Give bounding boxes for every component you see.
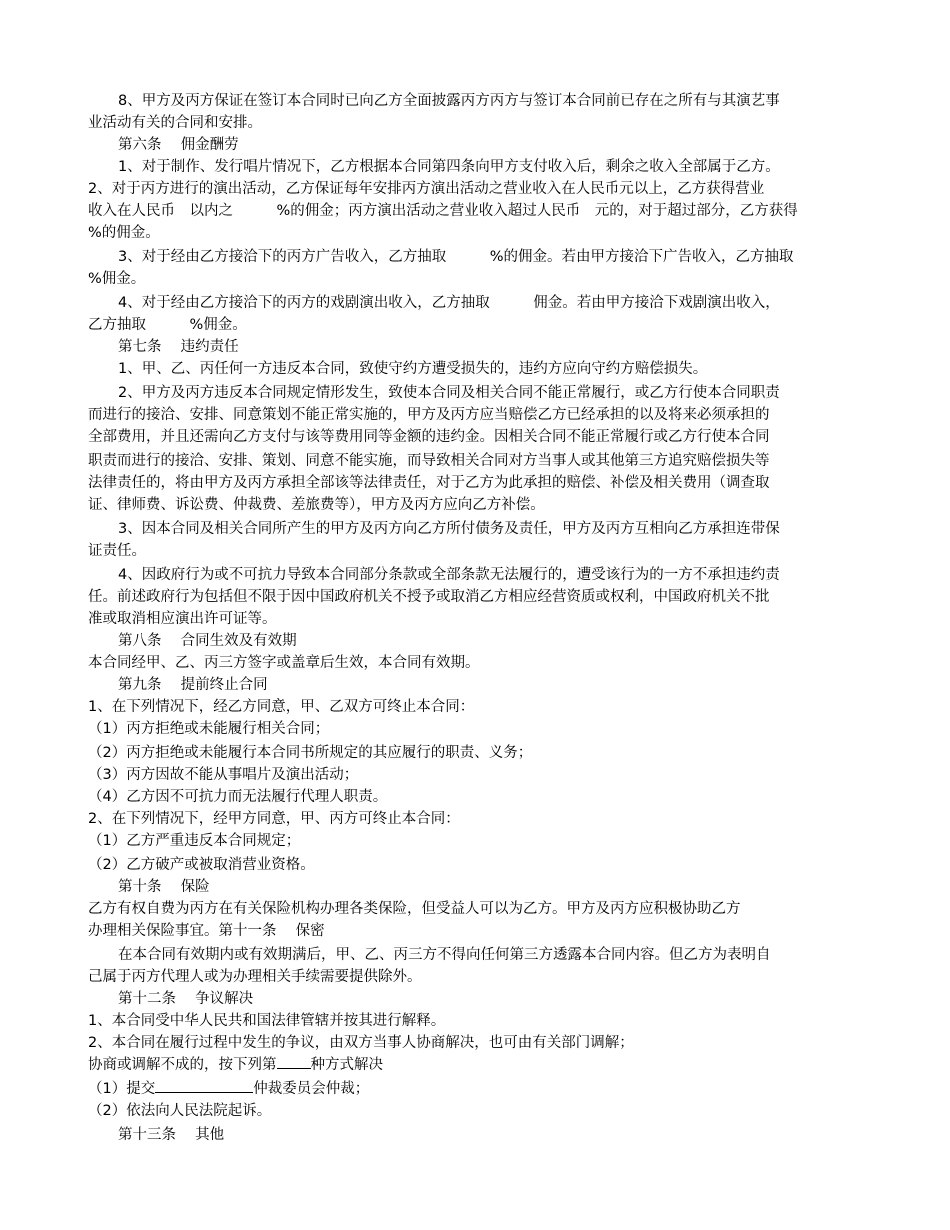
clause-6-2-line-3: %的佣金。 <box>88 225 160 241</box>
clause-10-line-1: 乙方有权自费为丙方在有关保险机构办理各类保险，但受益人可以为乙方。甲方及丙方应积极协助乙方 <box>88 901 741 917</box>
clause-6-8-line-1: 8、甲方及丙方保证在签订本合同时已向乙方全面披露丙方丙方与签订本合同前已存在之所有与其演艺事 <box>118 93 780 109</box>
option-1-suffix: 仲裁委员会仲裁； <box>253 1081 370 1097</box>
clause-9-1-item-2: （2）丙方拒绝或未能履行本合同书所规定的其应履行的职责、义务； <box>88 745 533 761</box>
clause-11-line-2: 己属于丙方代理人或为办理相关手续需要提供除外。 <box>88 969 422 985</box>
clause-6-3-line-1: 3、对于经由乙方接洽下的丙方广告收入，乙方抽取 %的佣金。若由甲方接洽下广告收入，乙方抽取 <box>118 249 794 265</box>
article-13-heading: 第十三条 其他 <box>118 1127 225 1143</box>
clause-8-body: 本合同经甲、乙、丙三方签字或盖章后生效，本合同有效期。 <box>88 655 480 671</box>
clause-9-1-item-1: （1）丙方拒绝或未能履行相关合同； <box>88 721 330 737</box>
clause-9-1-item-4: （4）乙方因不可抗力而无法履行代理人职责。 <box>88 789 388 805</box>
clause-12-option-1 <box>88 1078 863 1100</box>
clause-9-1: 1、在下列情况下，经乙方同意，甲、乙双方可终止本合同： <box>88 699 475 715</box>
arbitration-blank[interactable] <box>155 1078 253 1093</box>
clause-12-1: 1、本合同受中华人民共和国法律管辖并按其进行解释。 <box>88 1013 446 1029</box>
clause-6-8-line-2: 业活动有关的合同和安排。 <box>88 115 262 131</box>
clause-6-1: 1、对于制作、发行唱片情况下，乙方根据本合同第四条向甲方支付收入后，剩余之收入全部属于乙方。 <box>118 159 780 175</box>
article-8-heading: 第八条 合同生效及有效期 <box>118 633 297 649</box>
article-12-heading: 第十二条 争议解决 <box>118 991 254 1007</box>
clause-9-2-item-2: （2）乙方破产或被取消营业资格。 <box>88 857 315 873</box>
clause-7-3-line-1: 3、因本合同及相关合同所产生的甲方及丙方向乙方所付债务及责任，甲方及丙方互相向乙方承担连带保 <box>118 521 780 537</box>
article-10-heading: 第十条 保险 <box>118 879 210 895</box>
clause-12-2: 2、本合同在履行过程中发生的争议，由双方当事人协商解决，也可由有关部门调解； <box>88 1035 634 1051</box>
clause-7-2-line-2: 而进行的接洽、安排、同意策划不能正常实施的，甲方及丙方应当赔偿乙方已经承担的以及将来必须承担的 <box>88 407 770 423</box>
clause-9-2: 2、在下列情况下，经甲方同意，甲、丙方可终止本合同： <box>88 811 460 827</box>
clause-6-2-line-2: 收入在人民币 以内之 %的佣金；丙方演出活动之营业收入超过人民币 元的，对于超过部分，乙方获得 <box>88 203 798 219</box>
method-suffix: 种方式解决 <box>310 1057 383 1073</box>
article-6-heading: 第六条 佣金酬劳 <box>118 137 239 153</box>
clause-7-2-line-1: 2、甲方及丙方违反本合同规定情形发生，致使本合同及相关合同不能正常履行，或乙方行使本合同职责 <box>118 385 780 401</box>
option-1-prefix: （1）提交 <box>88 1081 156 1097</box>
clause-7-2-line-5: 法律责任的，将由甲方及丙方承担全部该等法律责任，对于乙方为此承担的赔偿、补偿及相关费用（调查取 <box>88 475 770 491</box>
clause-6-4-line-2: 乙方抽取 %佣金。 <box>88 317 247 333</box>
article-9-heading: 第九条 提前终止合同 <box>118 677 268 693</box>
method-blank[interactable] <box>277 1054 311 1069</box>
clause-6-2-line-1: 2、对于丙方进行的演出活动，乙方保证每年安排丙方演出活动之营业收入在人民币元以上，乙方获得营业 <box>88 181 765 197</box>
clause-6-3-line-2: %佣金。 <box>88 271 146 287</box>
clause-10-line-2: 办理相关保险事宜。第十一条 保密 <box>88 923 325 939</box>
clause-7-3-line-2: 证责任。 <box>88 543 146 559</box>
clause-6-4-line-1: 4、对于经由乙方接洽下的丙方的戏剧演出收入，乙方抽取 佣金。若由甲方接洽下戏剧演出收入， <box>118 295 780 311</box>
clause-12-option-2: （2）依法向人民法院起诉。 <box>88 1103 272 1119</box>
article-7-heading: 第七条 违约责任 <box>118 339 239 355</box>
clause-7-4-line-1: 4、因政府行为或不可抗力导致本合同部分条款或全部条款无法履行的，遭受该行为的一方不承担违约责 <box>118 567 780 583</box>
clause-7-2-line-6: 证、律师费、诉讼费、仲裁费、差旅费等），甲方及丙方应向乙方补偿。 <box>88 497 545 513</box>
method-prefix: 协商或调解不成的，按下列第 <box>88 1057 277 1073</box>
clause-7-4-line-2: 任。前述政府行为包括但不限于因中国政府机关不授予或取消乙方相应经营资质或权利，中国政府机关不批 <box>88 589 770 605</box>
clause-7-4-line-3: 准或取消相应演出许可证等。 <box>88 611 277 627</box>
clause-7-2-line-3: 全部费用，并且还需向乙方支付与该等费用同等金额的违约金。因相关合同不能正常履行或乙方行使本合同 <box>88 429 770 445</box>
clause-11-line-1: 在本合同有效期内或有效期满后，甲、乙、丙三方不得向任何第三方透露本合同内容。但乙方为表明自 <box>118 947 771 963</box>
clause-12-2-method-line <box>88 1054 863 1076</box>
clause-7-2-line-4: 职责而进行的接洽、安排、策划、同意不能实施，而导致相关合同对方当事人或其他第三方追究赔偿损失等 <box>88 453 770 469</box>
clause-9-1-item-3: （3）丙方因故不能从事唱片及演出活动； <box>88 767 359 783</box>
clause-9-2-item-1: （1）乙方严重违反本合同规定； <box>88 833 301 849</box>
clause-7-1: 1、甲、乙、丙任何一方违反本合同，致使守约方遭受损失的，违约方应向守约方赔偿损失。 <box>118 361 708 377</box>
